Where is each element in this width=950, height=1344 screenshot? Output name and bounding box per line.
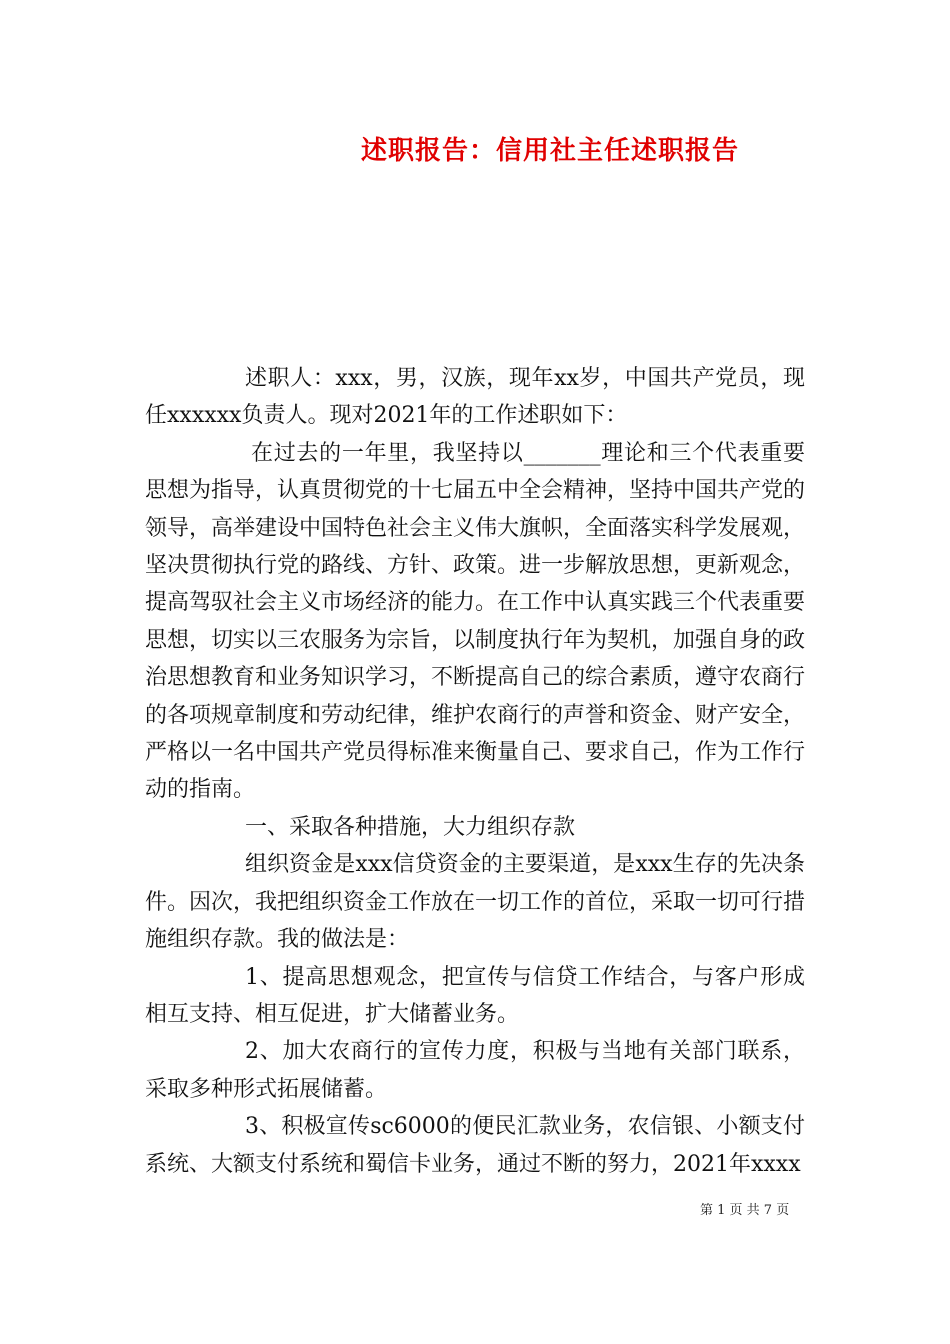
document-title [0,133,950,169]
paragraph-intro: 述职人：xxx，男，汉族，现年xx岁，中国共产党员，现任xxxxxx负责人。现对2021年的工作述职如下： [145,366,805,429]
document-title-text: 述职报告：信用社主任述职报告 [360,136,739,166]
paragraph-overview: 在过去的一年里，我坚持以_______理论和三个代表重要思想为指导，认真贯彻党的十七届五中全会精神，坚持中国共产党的领导，高举建设中国特色社会主义伟大旗帜，全面落实科学发展观，坚决贯彻执行党的路线、方针、政策。进一步解放思想，更新观念，提高驾驭社会主义市场经济的能力。在工作中认真实践三个代表重要思想，切实以三农服务为宗旨，以制度执行年为契机，加强自身的政治思想教育和业务知识学习，不断提高自己的综合素质，遵守农商行的各项规章制度和劳动纪律，维护农商行的声誉和资金、财产安全，严格以一名中国共产党员得标准来衡量自己、要求自己，作为工作行动的指南。 [145,440,806,803]
page-footer: 第 1 页 共 7 页 [700,1203,790,1218]
document-body [145,360,805,1183]
list-item-1: 1、提高思想观念，把宣传与信贷工作结合，与客户形成相互支持、相互促进，扩大储蓄业务。 [145,964,805,1027]
list-item-2: 2、加大农商行的宣传力度，积极与当地有关部门联系，采取多种形式拓展储蓄。 [145,1039,805,1102]
paragraph-funds: 组织资金是xxx信贷资金的主要渠道，是xxx生存的先决条件。因次，我把组织资金工作放在一切工作的首位，采取一切可行措施组织存款。我的做法是： [145,852,806,953]
list-item-3: 3、积极宣传sc6000的便民汇款业务，农信银、小额支付系统、大额支付系统和蜀信卡业务，通过不断的努力，2021年xxxx [145,1114,805,1177]
section-heading-deposits: 一、采取各种措施，大力组织存款 [245,814,576,840]
